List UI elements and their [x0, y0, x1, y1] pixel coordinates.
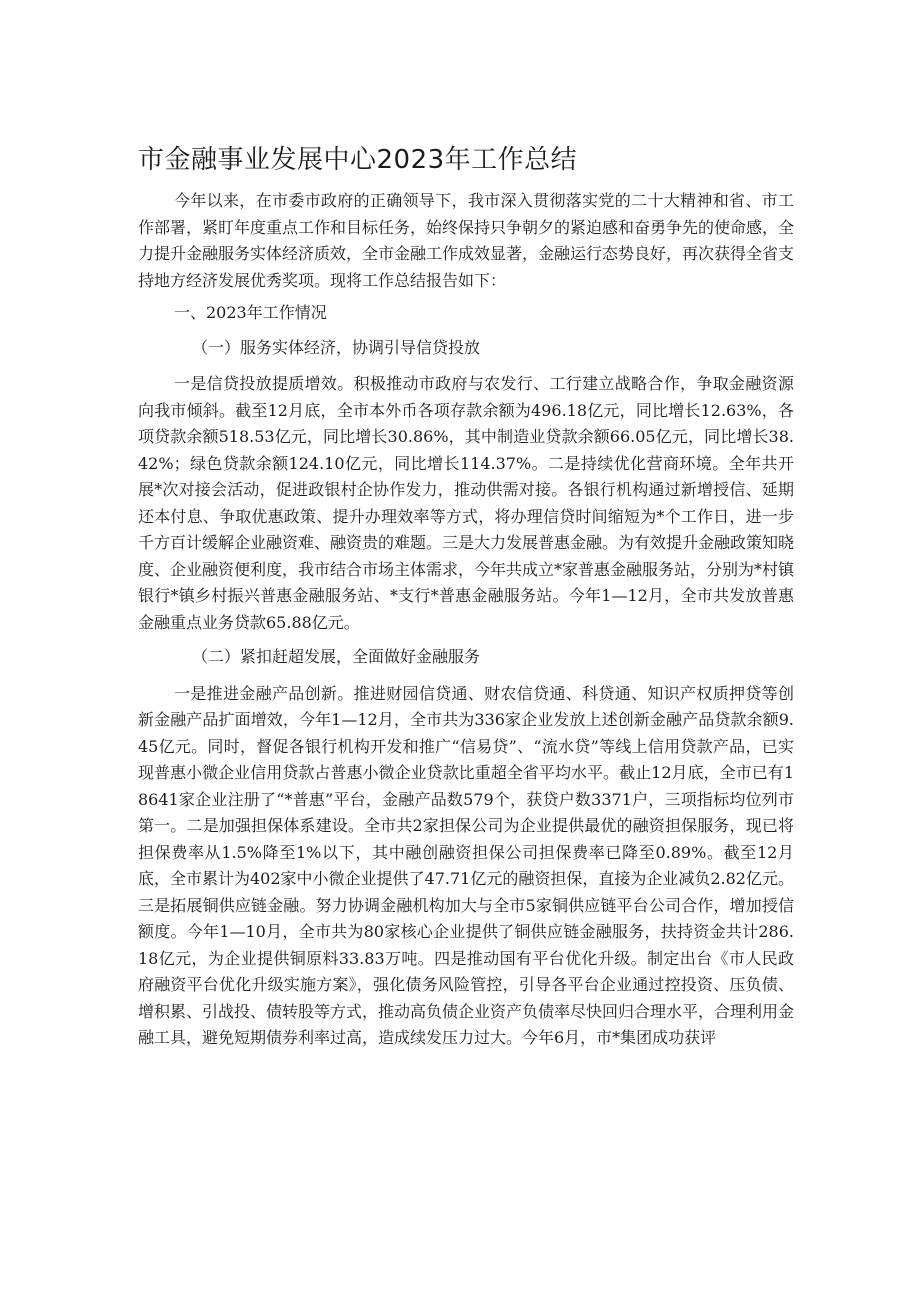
document-page — [138, 140, 794, 1052]
subsection-heading-1: （一）服务实体经济，协调引导信贷投放 — [192, 337, 481, 357]
body-paragraph-1: 一是信贷投放提质增效。积极推动市政府与农发行、工行建立战略合作，争取金融资源向我市倾斜。截至12月底，全市本外币各项存款余额为496.18亿元，同比增长12.63%，各项贷款余额518.53亿元，同比增长30.86%，其中制造业贷款余额66.05亿元，同比增长38.42%；绿色贷款余额124.10亿元，同比增长114.37%。二是持续优化营商环境。全年共开展*次对接会活动，促进政银村企协作发力，推动供需对接。各银行机构通过新增授信、延期还本付息、争取优惠政策、提升办理效率等方式，将办理信贷时间缩短为*个工作日，进一步千方百计缓解企业融资难、融资贵的难题。三是大力发展普惠金融。为有效提升金融政策知晓度、企业融资便利度，我市结合市场主体需求，今年共成立*家普惠金融服务站，分别为*村镇银行*镇乡村振兴普惠金融服务站、*支行*普惠金融服务站。今年1—12月，全市共发放普惠金融重点业务贷款65.88亿元。 — [138, 374, 795, 632]
section-heading-1: 一、2023年工作情况 — [174, 303, 327, 322]
document-title: 市金融事业发展中心2023年工作总结 — [138, 145, 578, 175]
intro-paragraph: 今年以来，在市委市政府的正确领导下，我市深入贯彻落实党的二十大精神和省、市工作部署，紧盯年度重点工作和目标任务，始终保持只争朝夕的紧迫感和奋勇争先的使命感，全力提升金融服务实体经济质效，全市金融工作成效显著，金融运行态势良好，再次获得全省支持地方经济发展优秀奖项。现将工作总结报告如下： — [138, 191, 795, 290]
body-paragraph-2: 一是推进金融产品创新。推进财园信贷通、财农信贷通、科贷通、知识产权质押贷等创新金融产品扩面增效，今年1—12月，全市共为336家企业发放上述创新金融产品贷款余额9.45亿元。同时，督促各银行机构开发和推广“信易贷”、“流水贷”等线上信用贷款产品，已实现普惠小微企业信用贷款占普惠小微企业贷款比重超全省平均水平。截止12月底，全市已有18641家企业注册了“*普惠”平台，金融产品数579个，获贷户数3371户，三项指标均位列市第一。二是加强担保体系建设。全市共2家担保公司为企业提供最优的融资担保服务，现已将担保费率从1.5%降至1%以下，其中融创融资担保公司担保费率已降至0.89%。截至12月底，全市累计为402家中小微企业提供了47.71亿元的融资担保，直接为企业减负2.82亿元。三是拓展铜供应链金融。努力协调金融机构加大与全市5家铜供应链平台公司合作，增加授信额度。今年1—10月，全市共为80家核心企业提供了铜供应链金融服务，扶持资金共计286.18亿元，为企业提供铜原料33.83万吨。四是推动国有平台优化升级。制定出台《市人民政府融资平台优化升级实施方案》，强化债务风险管控，引导各平台企业通过控投资、压负债、增积累、引战投、债转股等方式，推动高负债企业资产负债率尽快回归合理水平，合理利用金融工具，避免短期债券利率过高，造成续发压力过大。今年6月，市*集团成功获评 — [138, 683, 795, 1047]
subsection-heading-2: （二）紧扣赶超发展，全面做好金融服务 — [192, 647, 481, 666]
